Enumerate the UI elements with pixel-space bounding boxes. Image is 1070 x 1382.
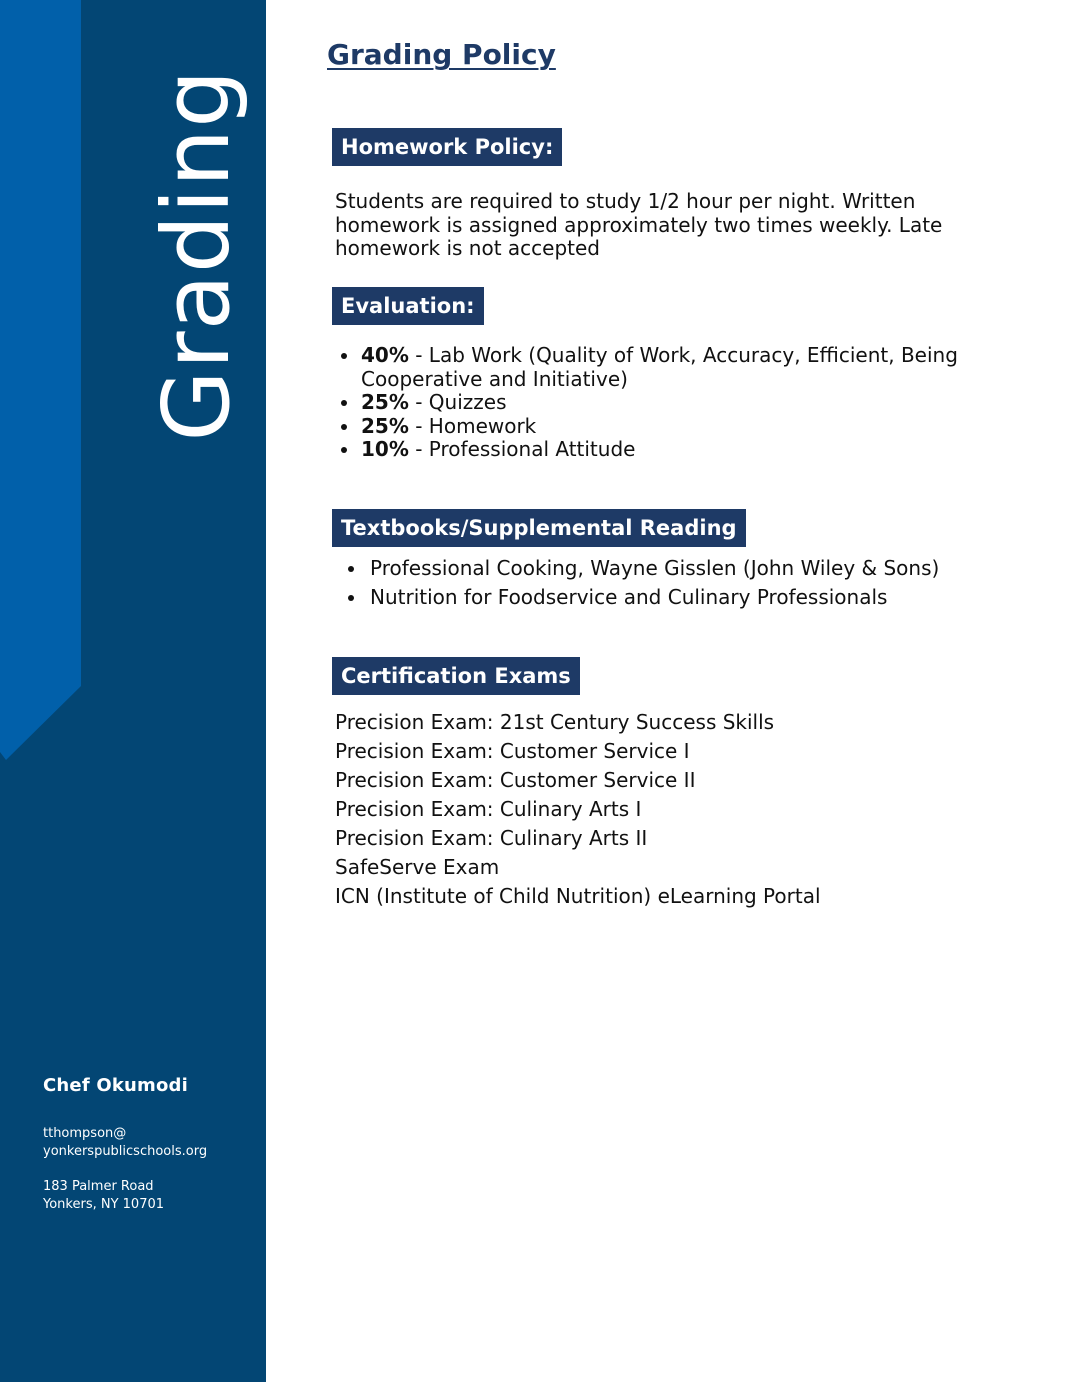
- contact-name: Chef Okumodi: [43, 1075, 188, 1096]
- evaluation-percent: 25%: [361, 413, 409, 438]
- evaluation-percent: 25%: [361, 390, 409, 415]
- list-item: Precision Exam: Culinary Arts II: [335, 826, 648, 850]
- contact-email-line2: yonkerspublicschools.org: [43, 1144, 208, 1159]
- evaluation-text: - Quizzes: [408, 390, 507, 415]
- textbooks-heading: Textbooks/Supplemental Reading: [332, 509, 746, 547]
- list-item: [341, 415, 1001, 439]
- list-item: Precision Exam: Culinary Arts I: [335, 797, 642, 821]
- evaluation-percent: 10%: [361, 437, 409, 462]
- list-item: Precision Exam: Customer Service II: [335, 768, 696, 792]
- evaluation-percent: 40%: [361, 343, 409, 367]
- evaluation-text: - Lab Work (Quality of Work, Accuracy, Efficient, Being Cooperative and Initiative): [361, 343, 958, 391]
- evaluation-list: [341, 344, 1001, 462]
- list-item: Nutrition for Foodservice and Culinary Professionals: [348, 583, 1008, 612]
- list-item: Precision Exam: 21st Century Success Skills: [335, 710, 775, 734]
- list-item: SafeServe Exam: [335, 855, 500, 879]
- evaluation-heading: Evaluation:: [332, 287, 484, 325]
- homework-heading: Homework Policy:: [332, 128, 562, 166]
- contact-address-line2: Yonkers, NY 10701: [43, 1197, 165, 1212]
- evaluation-text: - Homework: [408, 413, 537, 438]
- list-item: [341, 438, 1001, 462]
- homework-text: Students are required to study 1/2 hour per night. Written homework is assigned approximately two times weekly. Late homework is not accepted: [335, 189, 943, 260]
- list-item: Precision Exam: Customer Service I: [335, 739, 690, 763]
- list-item: Professional Cooking, Wayne Gisslen (John Wiley & Sons): [348, 554, 1008, 583]
- certification-heading: Certification Exams: [332, 657, 580, 695]
- list-item: [341, 391, 1001, 415]
- contact-address-line1: 183 Palmer Road: [43, 1179, 154, 1194]
- evaluation-text: - Professional Attitude: [408, 437, 636, 462]
- sidebar: [0, 0, 266, 1382]
- textbooks-list: [348, 554, 1008, 612]
- contact-email-line1: tthompson@: [43, 1126, 127, 1141]
- sidebar-title-text: Grading: [143, 68, 250, 442]
- page-title: Grading Policy: [327, 38, 556, 71]
- list-item: ICN (Institute of Child Nutrition) eLearning Portal: [335, 884, 821, 908]
- sidebar-ribbon: [0, 0, 81, 760]
- list-item: [341, 344, 1001, 391]
- contact-block: [43, 1075, 207, 1214]
- certification-list: [335, 708, 821, 911]
